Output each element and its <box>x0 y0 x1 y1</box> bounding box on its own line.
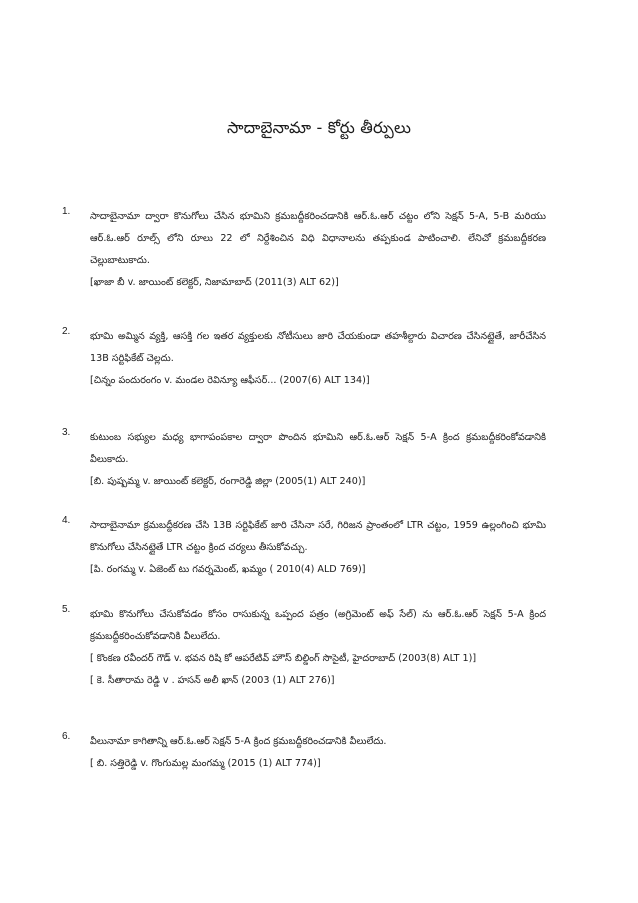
list-item <box>62 326 546 392</box>
item-citation: [ఖాజా బీ v. జాయింట్ కలెక్టర్, నిజామాబాద్ (2011(3) ALT 62)] <box>90 277 339 288</box>
item-text: వీలునామా కాగితాన్ని ఆర్.ఓ.ఆర్ సెక్షన్ 5-A క్రింద క్రమబద్దీకరించడానికి వీలులేదు. <box>90 736 387 747</box>
item-citation: [బి. పుష్పమ్మ v. జాయింట్ కలెక్టర్, రంగారెడ్డి జిల్లా (2005(1) ALT 240)] <box>90 476 366 487</box>
item-number: 3. <box>62 427 71 438</box>
item-citation: [ కె. సీతారామ రెడ్డి v . హసన్ అలీ ఖాన్ (2003 (1) ALT 276)] <box>90 675 335 686</box>
item-number: 6. <box>62 731 71 742</box>
list-item <box>62 604 546 692</box>
list-item <box>62 427 546 493</box>
item-citation: [ బి. సత్తిరెడ్డి v. గొంగుమల్ల మంగమ్మ (2015 (1) ALT 774)] <box>90 758 321 769</box>
item-citation: [ కొంకణ రవీందర్ గౌడ్ v. భవన రిషి కో ఆపరేటివ్ హౌస్ బిల్డింగ్ సొసైటీ, హైదరాబాద్ (2003(8) ALT 1)] <box>90 653 477 664</box>
item-number: 5. <box>62 604 71 615</box>
item-number: 2. <box>62 326 71 337</box>
item-text: భూమి అమ్మిన వ్యక్తి, ఆసక్తి గల ఇతర వ్యక్తులకు నోటీసులు జారి చేయకుండా తహశీల్దారు విచారణ చేసినట్లైతే, జారీచేసిన 13B సర్టిఫికేట్ చెల్లదు. <box>90 331 546 364</box>
item-number: 1. <box>62 206 71 217</box>
item-text: భూమి కొనుగోలు చేసుకోవడం కోసం రాసుకున్న ఒప్పంద పత్రం (అగ్రిమెంట్ అఫ్ సేల్) ను ఆర్.ఓ.ఆర్ సెక్షన్ 5-A క్రింద క్రమబద్దీకరించుకోవడానికి వీలులేదు. <box>90 609 546 642</box>
item-number: 4. <box>62 515 71 526</box>
list-item <box>62 206 546 294</box>
list-item <box>62 515 546 581</box>
item-text: సాదాబైనామా ద్వారా కొనుగోలు చేసిన భూమిని క్రమబద్దీకరించడానికి ఆర్.ఓ.ఆర్ చట్టం లోని సెక్షన్ 5-A, 5-B మరియు ఆర్.ఓ.ఆర్ రూల్స్ లోని రూలు 22 లో నిర్దేశించిన విధి విధానాలను తప్పకుండ పాటించాలి. లేనిచో క్రమబద్దీకరణ చెల్లుబాటుకాదు. <box>90 211 546 266</box>
list-item <box>62 731 546 775</box>
item-text: సాదాబైనామా క్రమబద్దీకరణ చేసి 13B సర్టిఫికేట్ జారి చేసినా సరే, గిరిజన ప్రాంతంలో LTR చట్టం, 1959 ఉల్లంగించి భూమి కొనుగోలు చేసినట్లైతే LTR చట్టం క్రింద చర్యలు తీసుకోవచ్చు. <box>90 520 546 553</box>
item-text: కుటుంబ సభ్యుల మధ్య భాగాపంపకాల ద్వారా పొందిన భూమిని ఆర్.ఓ.ఆర్ సెక్షన్ 5-A క్రింద క్రమబద్దీకరింకోవడానికి వీలుకాదు. <box>90 432 546 465</box>
item-citation: [చిన్నం పందురంగం v. మండల రెవిన్యూ ఆఫీసర్... (2007(6) ALT 134)] <box>90 375 370 386</box>
page-title: సాదాబైనామా - కోర్టు తీర్పులు <box>226 118 412 137</box>
item-citation: [పి. రంగమ్మ v. ఏజెంట్ టు గవర్నమెంట్, ఖమ్మం ( 2010(4) ALD 769)] <box>90 564 366 575</box>
